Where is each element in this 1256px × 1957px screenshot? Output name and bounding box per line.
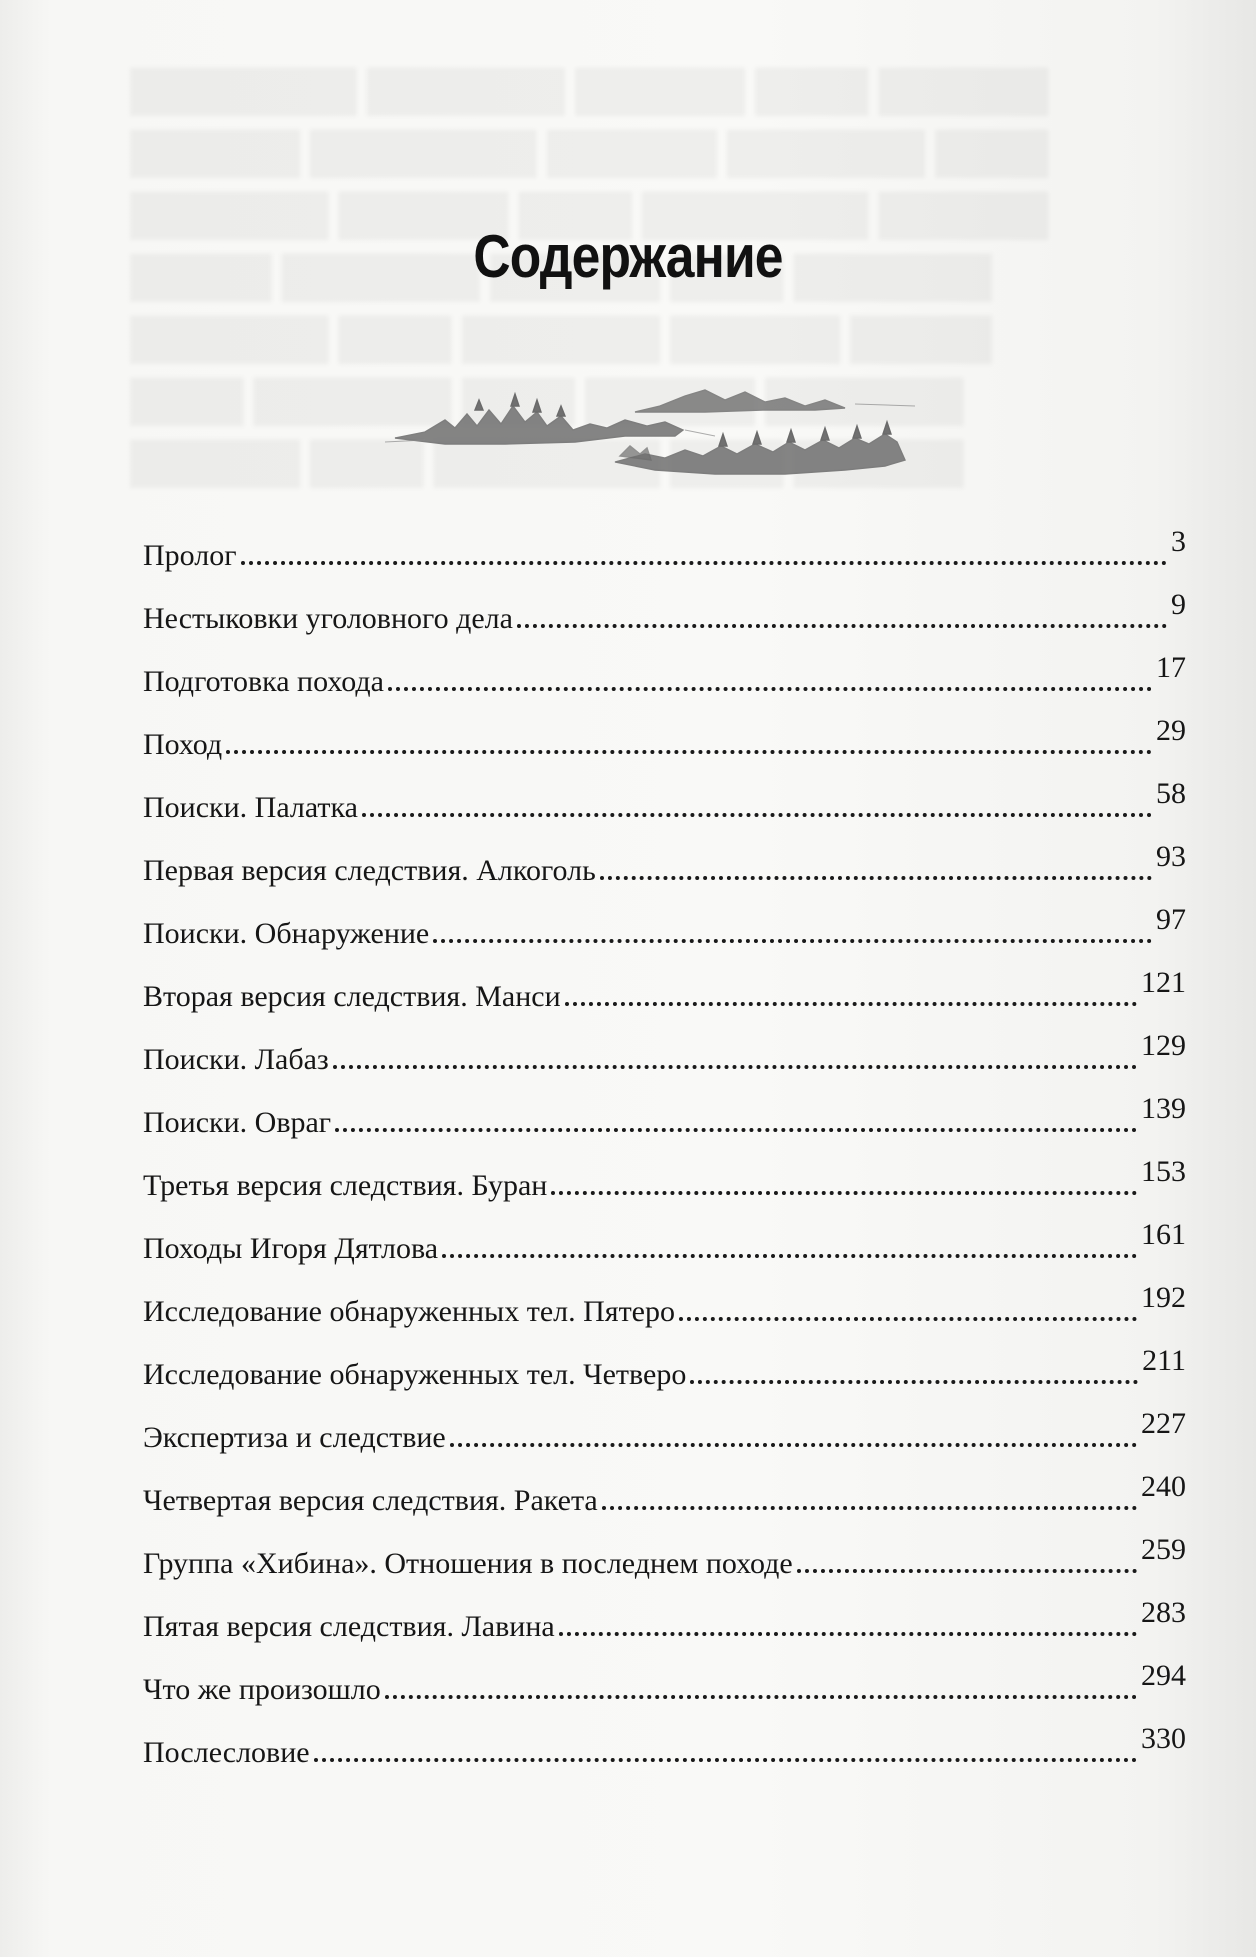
toc-entry-page: 227	[1141, 1407, 1186, 1440]
toc-entry-title: Вторая версия следствия. Манси	[143, 980, 561, 1013]
dot-leader	[602, 1506, 1137, 1510]
toc-entry-page: 97	[1156, 903, 1186, 936]
dot-leader	[600, 876, 1152, 880]
toc-entry-title: Поиски. Лабаз	[143, 1043, 329, 1076]
toc-entry-page: 259	[1141, 1533, 1186, 1566]
toc-entry[interactable]	[143, 890, 1186, 953]
toc-entry[interactable]	[143, 1142, 1186, 1205]
toc-entry-title: Экспертиза и следствие	[143, 1421, 446, 1454]
toc-entry-page: 330	[1141, 1722, 1186, 1755]
toc-entry-page: 9	[1171, 588, 1186, 621]
page-title: Содержание	[473, 223, 783, 290]
toc-entry-title: Исследование обнаруженных тел. Четверо	[143, 1358, 687, 1391]
toc-entry-page: 294	[1141, 1659, 1186, 1692]
dot-leader	[362, 813, 1152, 817]
dot-leader	[797, 1569, 1137, 1573]
toc-entry-title: Послесловие	[143, 1736, 310, 1769]
dot-leader	[388, 687, 1152, 691]
dot-leader	[241, 561, 1167, 565]
toc-entry[interactable]	[143, 638, 1186, 701]
toc-entry[interactable]	[143, 1331, 1186, 1394]
toc-entry[interactable]	[143, 1079, 1186, 1142]
toc-entry[interactable]	[143, 1016, 1186, 1079]
toc-entry-title: Что же произошло	[143, 1673, 381, 1706]
toc-entry-page: 93	[1156, 840, 1186, 873]
toc-entry[interactable]	[143, 1646, 1186, 1709]
mountain-forest-illustration-icon	[385, 370, 925, 490]
toc-entry-page: 121	[1141, 966, 1186, 999]
toc-entry-page: 29	[1156, 714, 1186, 747]
dot-leader	[690, 1380, 1138, 1384]
toc-entry-page: 17	[1156, 651, 1186, 684]
dot-leader	[314, 1758, 1137, 1762]
toc-entry-page: 192	[1141, 1281, 1186, 1314]
toc-entry-title: Подготовка похода	[143, 665, 384, 698]
toc-entry-page: 283	[1141, 1596, 1186, 1629]
toc-entry-page: 3	[1171, 525, 1186, 558]
dot-leader	[226, 750, 1152, 754]
toc-entry[interactable]	[143, 1268, 1186, 1331]
dot-leader	[551, 1191, 1137, 1195]
toc-entry-title: Пролог	[143, 539, 237, 572]
toc-entry[interactable]	[143, 1709, 1186, 1772]
toc-entry[interactable]	[143, 1205, 1186, 1268]
toc-entry-title: Третья версия следствия. Буран	[143, 1169, 548, 1202]
toc-entry-title: Нестыковки уголовного дела	[143, 602, 513, 635]
toc-entry-page: 58	[1156, 777, 1186, 810]
toc-entry-title: Первая версия следствия. Алкоголь	[143, 854, 596, 887]
toc-entry[interactable]	[143, 1394, 1186, 1457]
toc-entry[interactable]	[143, 575, 1186, 638]
dot-leader	[450, 1443, 1137, 1447]
toc-entry-title: Четвертая версия следствия. Ракета	[143, 1484, 598, 1517]
toc-entry-title: Поиски. Овраг	[143, 1106, 332, 1139]
dot-leader	[433, 939, 1152, 943]
toc-entry[interactable]	[143, 953, 1186, 1016]
toc-entry[interactable]	[143, 1520, 1186, 1583]
toc-entry-title: Группа «Хибина». Отношения в последнем походе	[143, 1547, 793, 1580]
toc-entry[interactable]	[143, 1457, 1186, 1520]
dot-leader	[333, 1065, 1137, 1069]
toc-entry-title: Походы Игоря Дятлова	[143, 1232, 439, 1265]
dot-leader	[385, 1695, 1137, 1699]
toc-entry[interactable]	[143, 512, 1186, 575]
table-of-contents	[143, 512, 1186, 1772]
toc-entry-title: Поиски. Обнаружение	[143, 917, 430, 950]
toc-entry-page: 240	[1141, 1470, 1186, 1503]
toc-entry-title: Пятая версия следствия. Лавина	[143, 1610, 555, 1643]
dot-leader	[335, 1128, 1137, 1132]
toc-entry-title: Поход	[143, 728, 223, 761]
toc-entry-title: Исследование обнаруженных тел. Пятеро	[143, 1295, 676, 1328]
toc-entry[interactable]	[143, 1583, 1186, 1646]
toc-entry-page: 211	[1142, 1344, 1186, 1377]
toc-entry-page: 161	[1141, 1218, 1186, 1251]
toc-entry-page: 129	[1141, 1029, 1186, 1062]
toc-entry[interactable]	[143, 701, 1186, 764]
toc-entry-page: 153	[1141, 1155, 1186, 1188]
dot-leader	[565, 1002, 1137, 1006]
toc-entry-page: 139	[1141, 1092, 1186, 1125]
toc-entry-title: Поиски. Палатка	[143, 791, 358, 824]
dot-leader	[442, 1254, 1137, 1258]
dot-leader	[559, 1632, 1137, 1636]
toc-entry[interactable]	[143, 827, 1186, 890]
toc-entry[interactable]	[143, 764, 1186, 827]
dot-leader	[517, 624, 1167, 628]
dot-leader	[679, 1317, 1137, 1321]
